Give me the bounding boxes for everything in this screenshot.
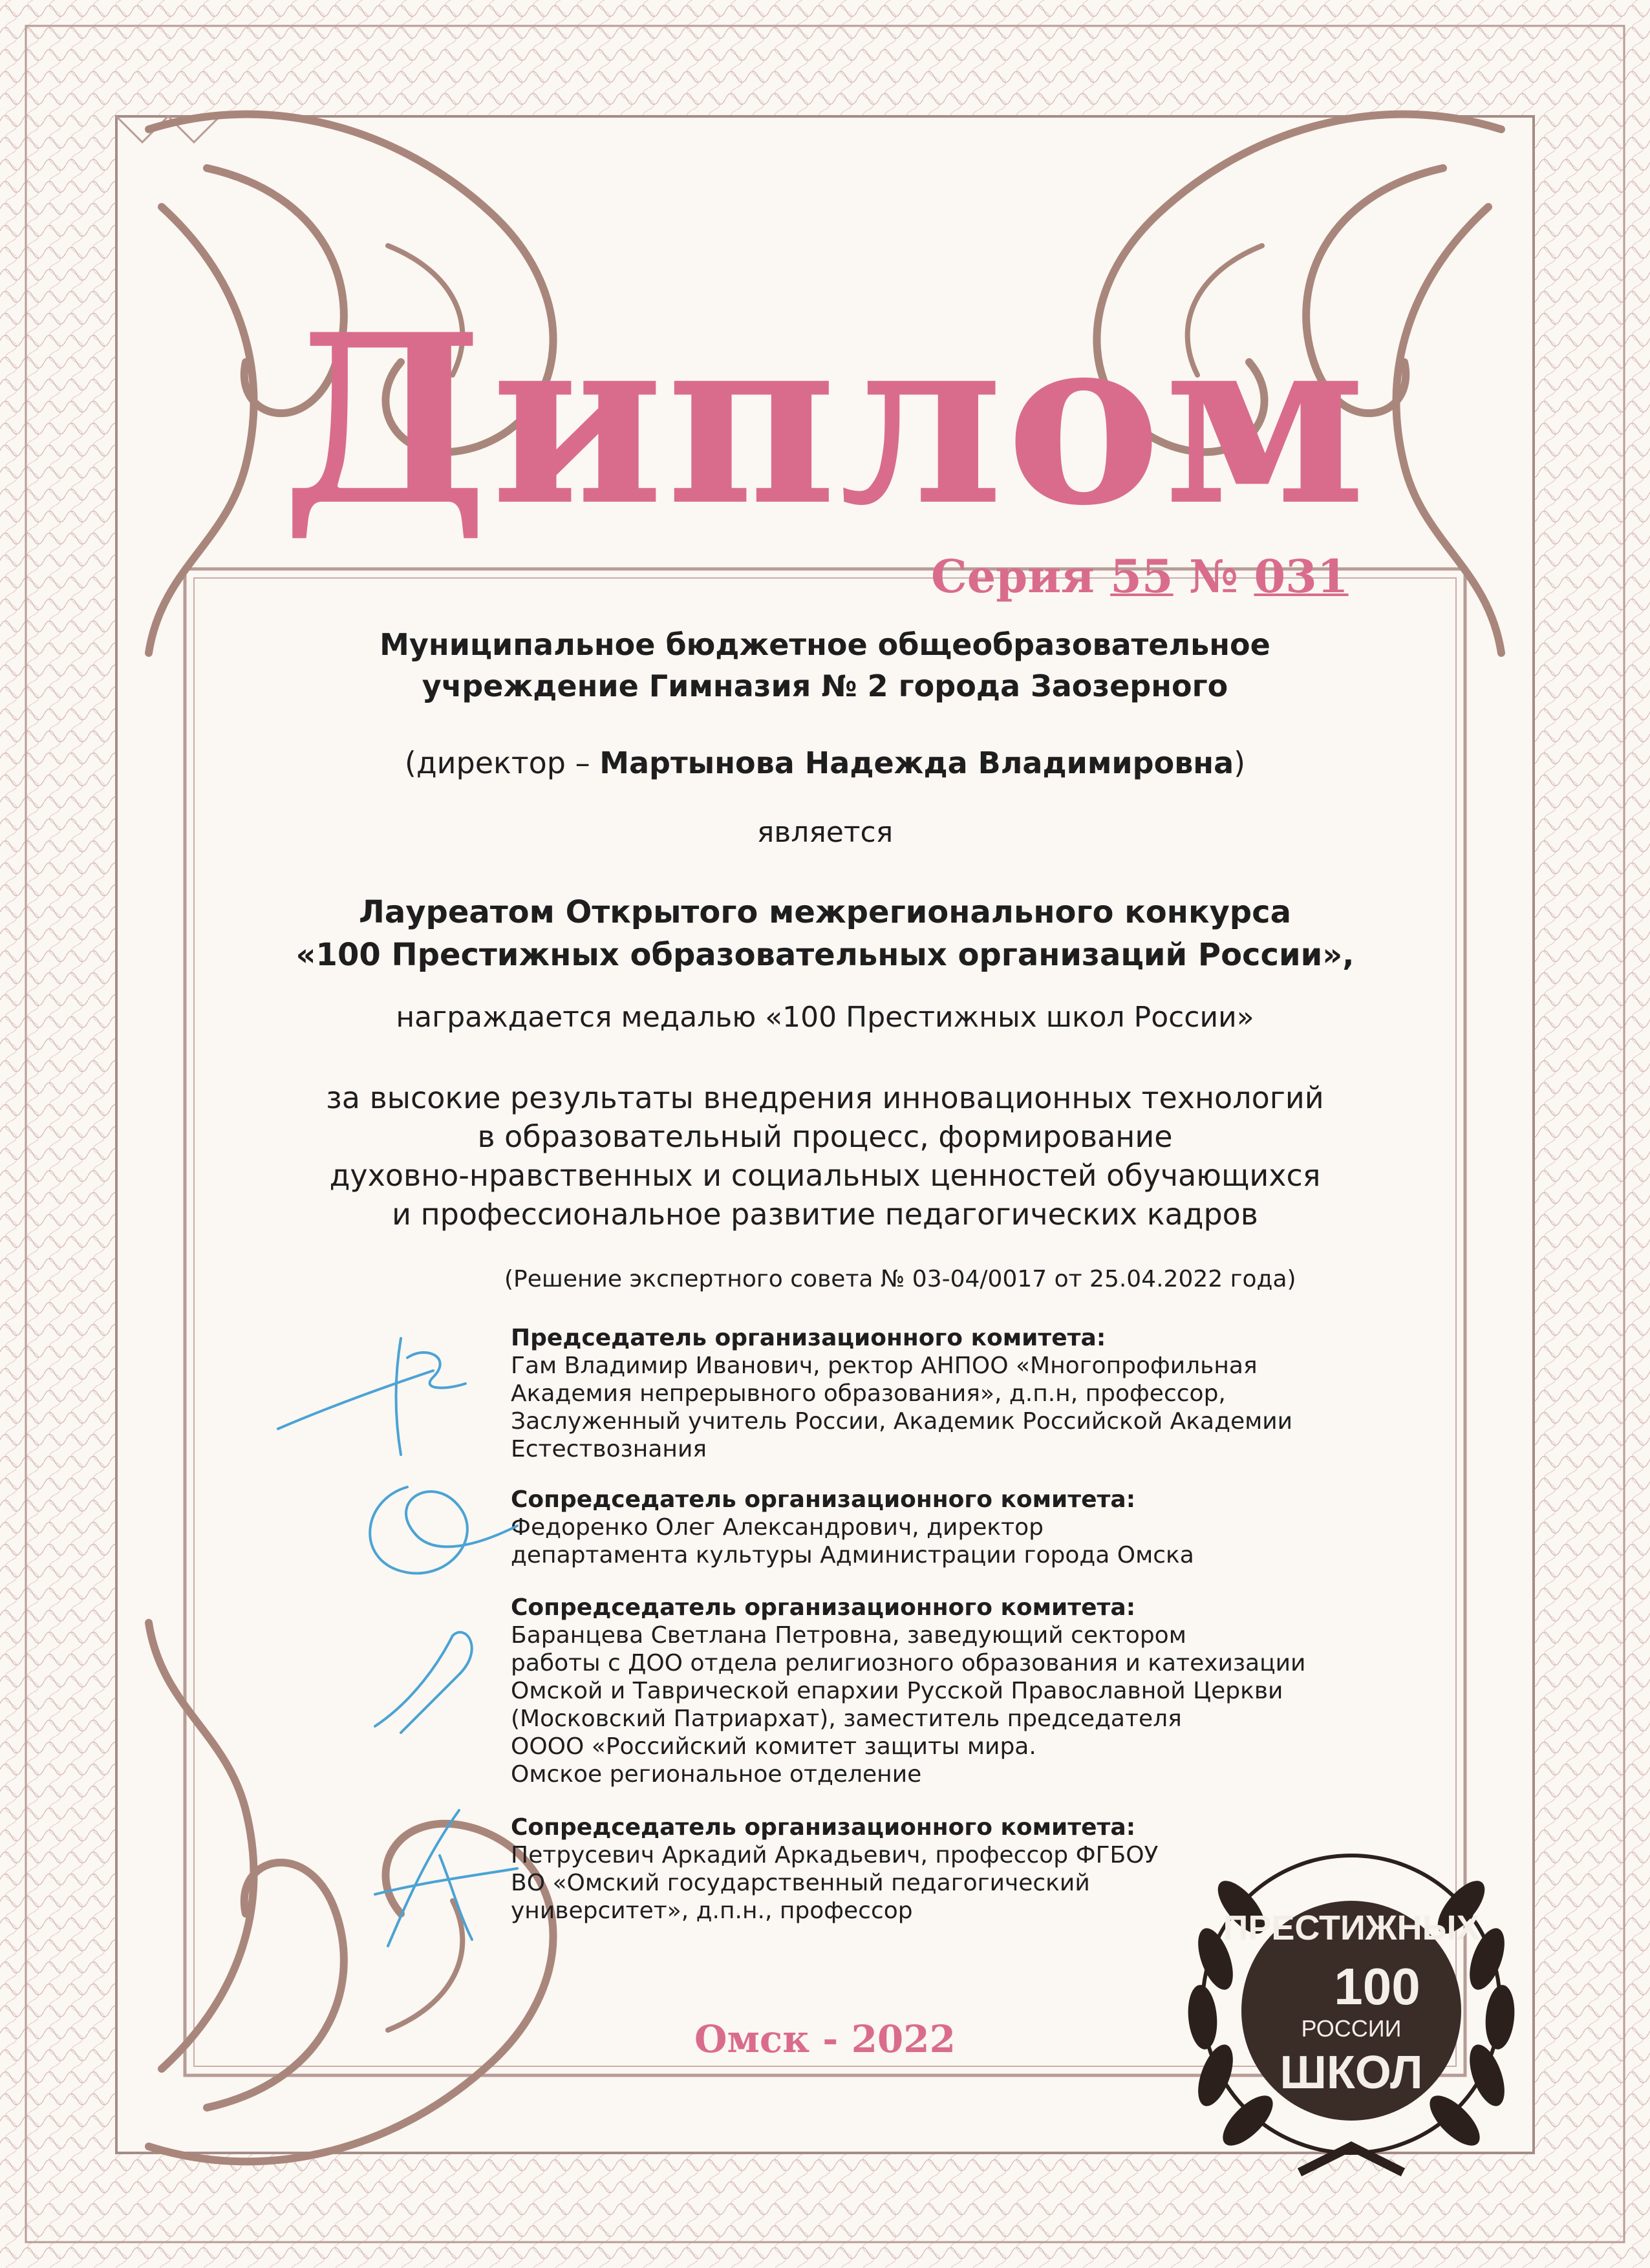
reason-line: духовно-нравственных и социальных ценностей обучающихся [329,1158,1321,1193]
medal-bottom-text: ШКОЛ [1280,2047,1423,2099]
signatory-line: работы с ДОО отдела религиозного образования и катехизации [511,1650,1306,1676]
signature-cochairman-2 [362,1623,504,1739]
director-suffix: ) [1234,745,1246,780]
signatory-heading: Сопредседатель организационного комитета: [511,1814,1136,1841]
laureate-line: Лауреатом Открытого межрегионального конкурса [358,894,1292,930]
medal-emblem [1144,1810,1558,2211]
director-line [0,742,1650,784]
signatory-line: Естествознания [511,1436,707,1462]
director-prefix: (директор – [404,745,590,780]
council-decision: (Решение экспертного совета № 03-04/0017 от 25.04.2022 года) [504,1266,1296,1292]
series-prefix: Серия [931,550,1095,603]
signature-cochairman-1 [349,1461,530,1590]
signatory-line: Омское региональное отделение [511,1761,922,1788]
reason-line: в образовательный процесс, формирование [477,1119,1173,1154]
signatory-cochairman-1 [511,1486,1319,1569]
signature-cochairman-3 [362,1797,530,1952]
organization-line: Муниципальное бюджетное общеобразовательное [380,627,1270,662]
medal-number: 100 [1334,1958,1420,2015]
signatory-line: университет», д.п.н., профессор [511,1898,913,1924]
signatory-heading: Сопредседатель организационного комитета: [511,1486,1136,1513]
reason-text [0,1078,1650,1234]
diploma-id: 031 [1254,550,1349,603]
signatory-line: Баранцева Светлана Петровна, заведующий сектором [511,1622,1186,1649]
award-text: награждается медалью «100 Престижных школ России» [396,1001,1254,1034]
signatory-line: ВО «Омский государственный педагогический [511,1870,1090,1896]
signatory-line: Омской и Таврической епархии Русской Православной Церкви [511,1678,1283,1704]
signatory-cochairman-2 [511,1594,1319,1788]
medal-top-text: ПРЕСТИЖНЫХ [1223,1909,1480,1947]
signatory-line: Академия непрерывного образования», д.п.н, профессор, [511,1380,1226,1407]
number-sign: № [1189,550,1239,603]
reason-line: за высокие результаты внедрения инновационных технологий [326,1080,1324,1115]
series-code: 55 [1110,550,1173,603]
reason-line: и профессиональное развитие педагогических кадров [392,1197,1258,1232]
signatory-heading: Председатель организационного комитета: [511,1325,1106,1351]
organization-line: учреждение Гимназия № 2 города Заозерного [422,669,1228,703]
signatory-line: департамента культуры Администрации города Омска [511,1542,1194,1568]
is-word: является [756,816,894,849]
medal-middle-text: РОССИИ [1301,2015,1402,2042]
laureate-title [0,891,1650,976]
signatory-line: ОООО «Российский комитет защиты мира. [511,1733,1036,1760]
signatory-chairman [511,1324,1319,1463]
city-year: Омск - 2022 [694,2017,956,2061]
signatory-line: Петрусевич Аркадий Аркадьевич, профессор ФГБОУ [511,1842,1159,1868]
director-name: Мартынова Надежда Владимировна [599,745,1234,780]
signatory-line: Заслуженный учитель России, Академик Российской Академии [511,1408,1293,1435]
signatory-heading: Сопредседатель организационного комитета: [511,1594,1136,1621]
signatory-line: Федоренко Олег Александрович, директор [511,1514,1044,1541]
organization-name [0,624,1650,707]
diploma-title: Диплом [281,283,1369,557]
signatory-line: Гам Владимир Иванович, ректор АНПОО «Многопрофильная [511,1353,1258,1379]
laureate-line: «100 Престижных образовательных организаций России», [295,937,1355,973]
signature-chairman [272,1319,485,1461]
signatory-line: (Московский Патриархат), заместитель председателя [511,1706,1182,1732]
series-number [931,550,1349,603]
